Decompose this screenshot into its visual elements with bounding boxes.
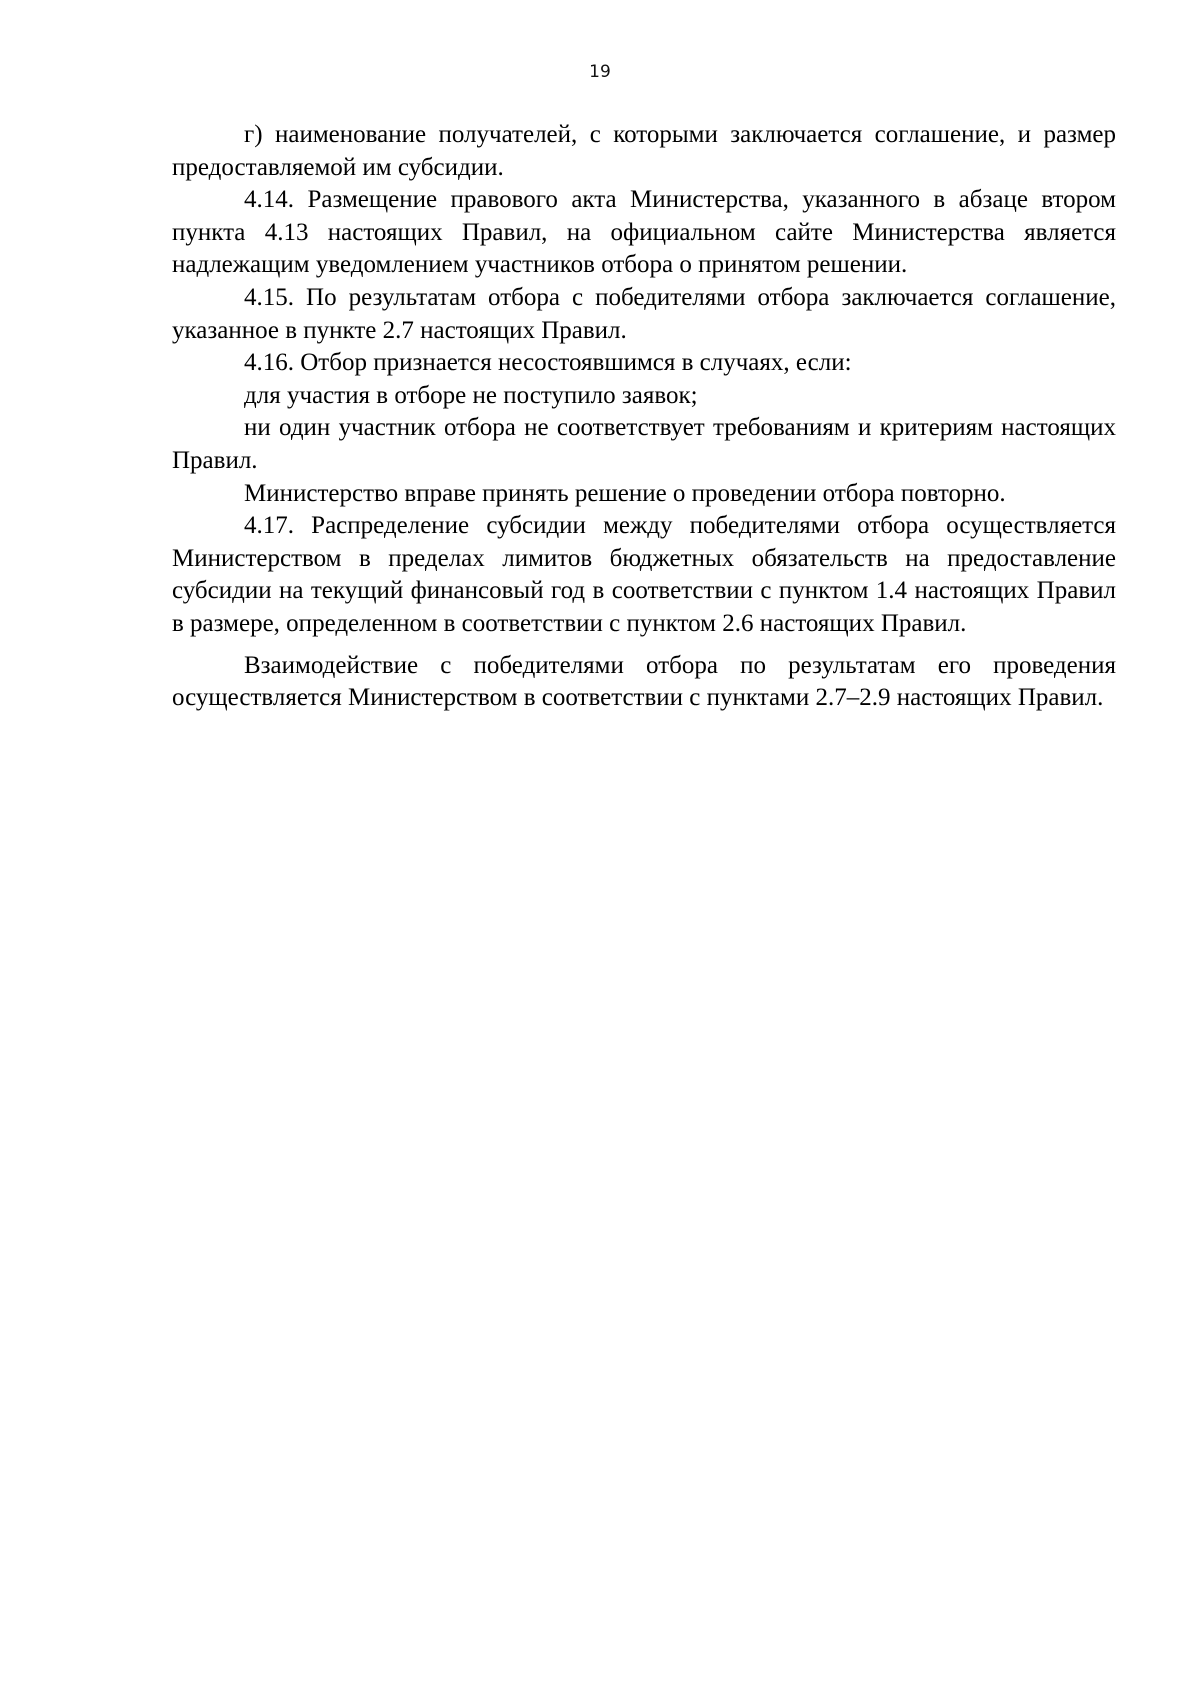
paragraph-4-15: 4.15. По результатам отбора с победителями отбора заключается соглашение, указанное в пункте 2.7 настоящих Правил. [172,283,1116,344]
paragraph-4-16-case-1: для участия в отборе не поступило заявок; [244,381,698,409]
page-number: 19 [589,62,611,82]
paragraph-4-16: 4.16. Отбор признается несостоявшимся в случаях, если: [244,349,852,377]
paragraph-4-16-repeat: Министерство вправе принять решение о проведении отбора повторно. [244,479,1006,507]
paragraph-4-16-case-2: ни один участник отбора не соответствует требованиям и критериям настоящих Правил. [172,414,1116,474]
document-body [172,119,1116,715]
paragraph-4-17: 4.17. Распределение субсидии между победителями отбора осуществляется Министерством в пределах лимитов бюджетных обязательств на предоставление субсидии на текущий финансовый год в соответствии с пунктом 1.4 настоящих Правил в размере, определенном в соответствии с пунктом 2.6 настоящих Правил. [172,512,1116,637]
paragraph-interaction: Взаимодействие с победителями отбора по результатам его проведения осуществляется Министерством в соответствии с пунктами 2.7–2.9 настоящих Правил. [172,651,1116,712]
paragraph-4-14: 4.14. Размещение правового акта Министерства, указанного в абзаце втором пункта 4.13 настоящих Правил, на официальном сайте Министерства является надлежащим уведомлением участников отбора о принятом решении. [172,186,1116,279]
paragraph-subitem-g: г) наименование получателей, с которыми заключается соглашение, и размер предоставляемой им субсидии. [172,121,1116,181]
